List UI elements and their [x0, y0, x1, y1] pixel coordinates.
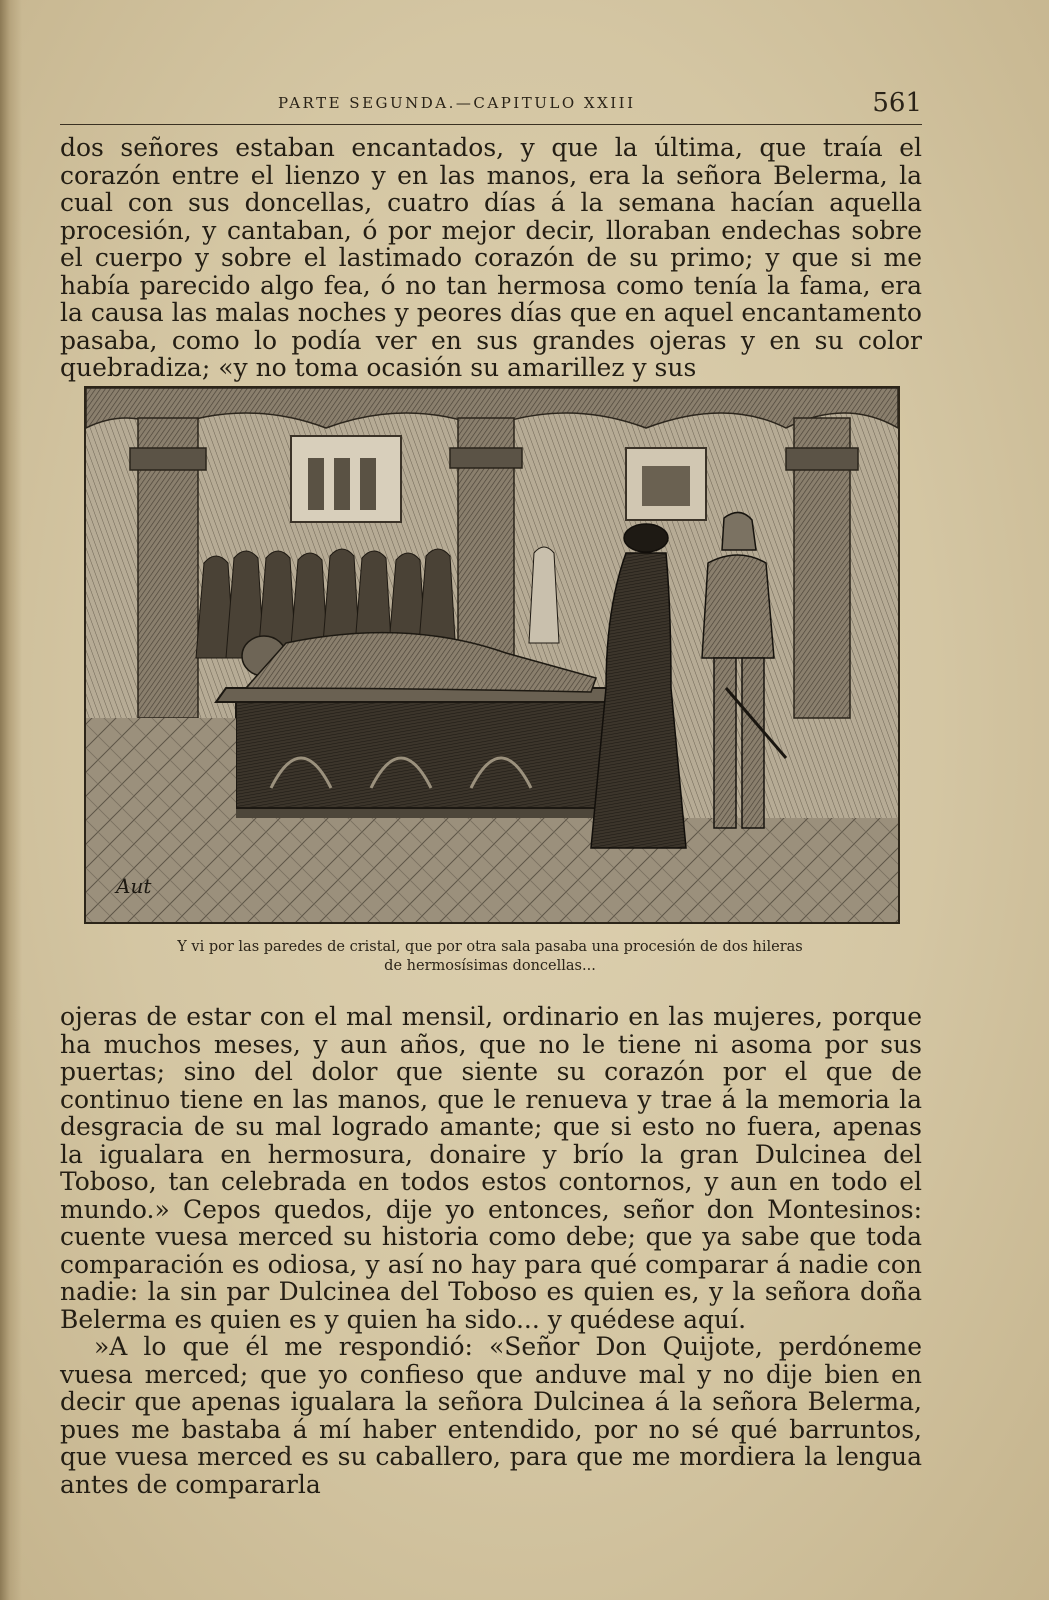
page-number: 561 — [872, 88, 922, 118]
illustration-engraving — [84, 386, 900, 924]
paragraph: ojeras de estar con el mal mensil, ordinario en las mujeres, porque ha muchos meses, y aun años, que no le tiene ni asoma por sus puertas; sino del dolor que siente su corazón por el que de continuo tiene en las manos, que le renueva y trae á la memoria la desgracia de su mal logrado amante; que si esto no fuera, apenas la igualara en hermosura, donaire y brío la gran Dulcinea del Toboso, tan celebrada en todos estos contornos, y aun en todo el mundo.» Cepos quedos, dije yo entonces, señor don Montesinos: cuente vuesa merced su historia como debe; que ya sabe que toda comparación es odiosa, y así no hay para qué comparar á nadie con nadie: la sin par Dulcinea del Toboso es quien es, y la señora doña Belerma es quien es y quien ha sido... y quédese aquí. — [60, 1002, 922, 1334]
paragraph: dos señores estaban encantados, y que la última, que traía el corazón entre el lienzo y en las manos, era la señora Belerma, la cual con sus doncellas, cuatro días á la semana hacían aquella procesión, y cantaban, ó por mejor decir, lloraban endechas sobre el cuerpo y sobre el lastimado corazón de su primo; y que si me había parecido algo fea, ó no tan hermosa como tenía la fama, era la causa las malas noches y peores días que en aquel encantamento pasaba, como lo podía ver en sus grandes ojeras y en su color quebradiza; «y no toma ocasión su amarillez y sus — [60, 133, 922, 382]
page-header — [60, 88, 922, 128]
tiled-floor — [86, 818, 898, 922]
tiled-floor-left — [86, 718, 236, 818]
running-head: PARTE SEGUNDA.—CAPITULO XXIII — [278, 94, 636, 112]
figure-caption — [100, 938, 880, 976]
window-right — [626, 448, 706, 520]
header-rule — [60, 124, 922, 125]
bottom-text-block — [60, 1003, 922, 1498]
top-text-block — [60, 134, 922, 382]
caption-line-1: Y vi por las paredes de cristal, que por otra sala pasaba una procesión de dos hileras — [177, 939, 803, 955]
window-left — [291, 436, 401, 522]
paragraph: »A lo que él me respondió: «Señor Don Quijote, perdóneme vuesa merced; que yo confieso que anduve mal y no dije bien en decir que apenas igualara la señora Dulcinea á la señora Belerma, pues me bastaba á mí haber entendido, por no sé qué barruntos, que vuesa merced es su caballero, para que me mordiera la lengua antes de compararla — [60, 1332, 922, 1499]
artist-signature: Aut — [116, 874, 152, 898]
tomb — [216, 688, 618, 822]
caption-line-2: de hermosísimas doncellas... — [384, 958, 596, 974]
